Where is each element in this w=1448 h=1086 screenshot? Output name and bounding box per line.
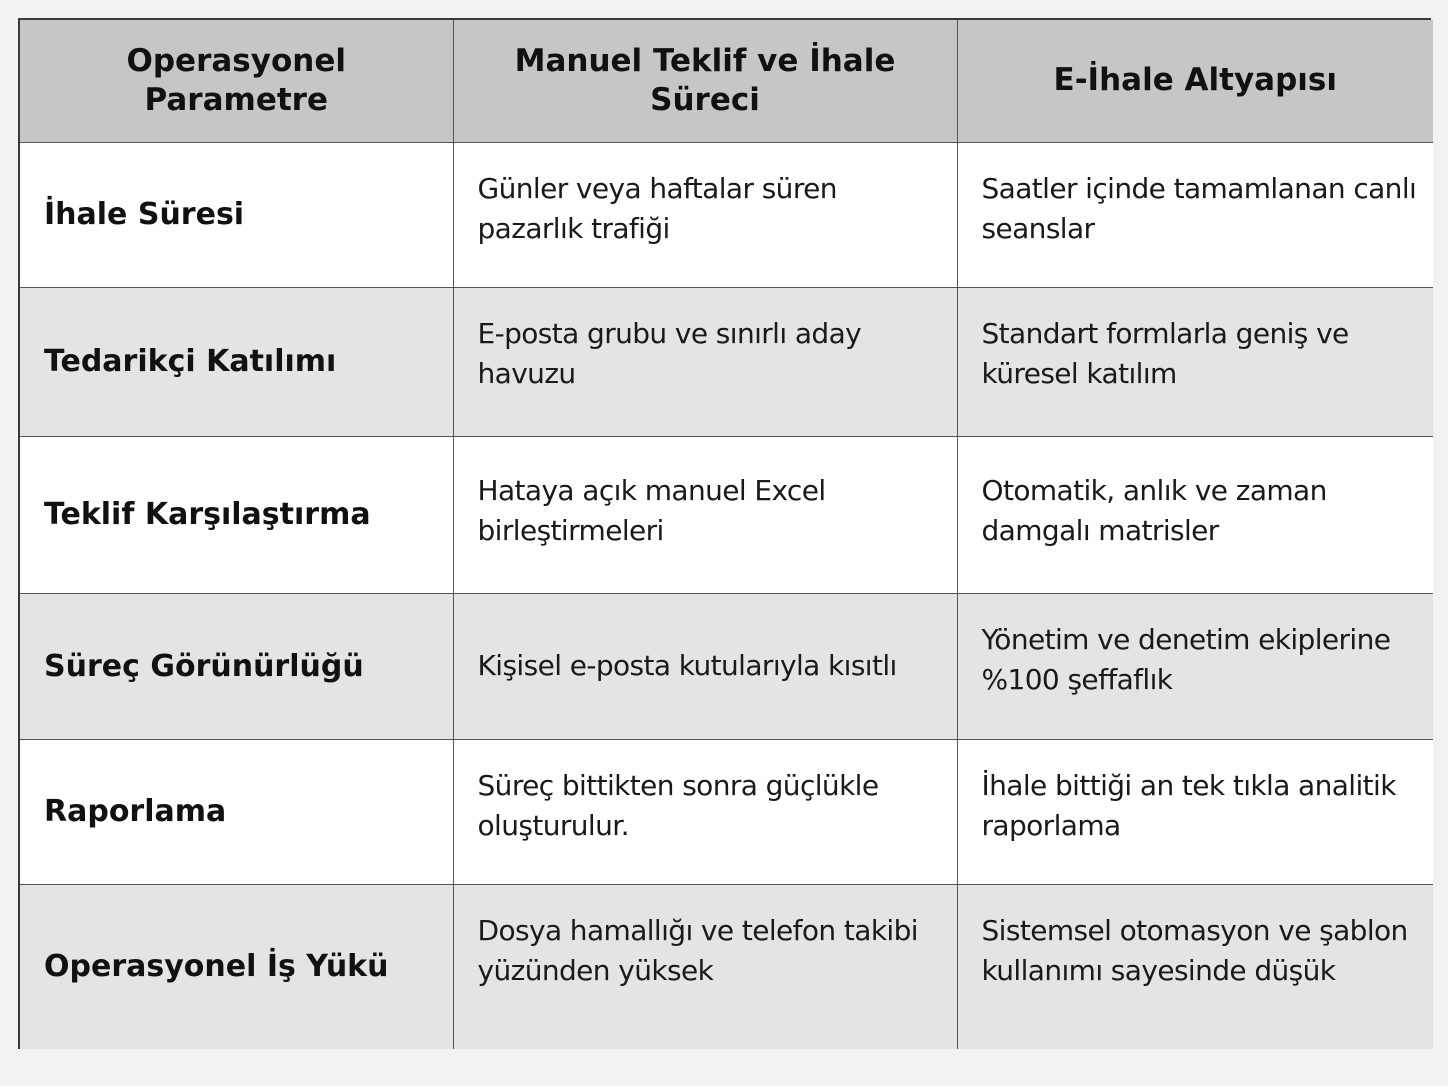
row-parameter: Operasyonel İş Yükü	[20, 884, 453, 1049]
header-parameter: Operasyonel Parametre	[20, 20, 453, 142]
row-eihale-value: Yönetim ve denetim ekiplerine %100 şeffaflık	[957, 593, 1433, 739]
row-eihale-value: İhale bittiği an tek tıkla analitik raporlama	[957, 739, 1433, 884]
row-parameter: Süreç Görünürlüğü	[20, 593, 453, 739]
table-row	[20, 142, 1433, 287]
row-eihale-value: Otomatik, anlık ve zaman damgalı matrisler	[957, 436, 1433, 593]
table-row	[20, 436, 1433, 593]
table-row	[20, 287, 1433, 436]
row-manual-value: E-posta grubu ve sınırlı aday havuzu	[453, 287, 957, 436]
row-eihale-value: Standart formlarla geniş ve küresel katılım	[957, 287, 1433, 436]
comparison-table	[18, 18, 1431, 1049]
header-row	[20, 20, 1433, 142]
row-manual-value: Süreç bittikten sonra güçlükle oluşturulur.	[453, 739, 957, 884]
row-parameter: Teklif Karşılaştırma	[20, 436, 453, 593]
row-manual-value: Günler veya haftalar süren pazarlık trafiği	[453, 142, 957, 287]
row-manual-value: Dosya hamallığı ve telefon takibi yüzünden yüksek	[453, 884, 957, 1049]
row-eihale-value: Saatler içinde tamamlanan canlı seanslar	[957, 142, 1433, 287]
table-row	[20, 739, 1433, 884]
row-parameter: Tedarikçi Katılımı	[20, 287, 453, 436]
table-row	[20, 593, 1433, 739]
header-e-ihale: E-İhale Altyapısı	[957, 20, 1433, 142]
row-eihale-value: Sistemsel otomasyon ve şablon kullanımı sayesinde düşük	[957, 884, 1433, 1049]
header-manual-process: Manuel Teklif ve İhale Süreci	[453, 20, 957, 142]
row-parameter: İhale Süresi	[20, 142, 453, 287]
row-parameter: Raporlama	[20, 739, 453, 884]
table-row	[20, 884, 1433, 1049]
row-manual-value: Kişisel e-posta kutularıyla kısıtlı	[453, 593, 957, 739]
row-manual-value: Hataya açık manuel Excel birleştirmeleri	[453, 436, 957, 593]
comparison-table-grid	[20, 20, 1433, 1049]
